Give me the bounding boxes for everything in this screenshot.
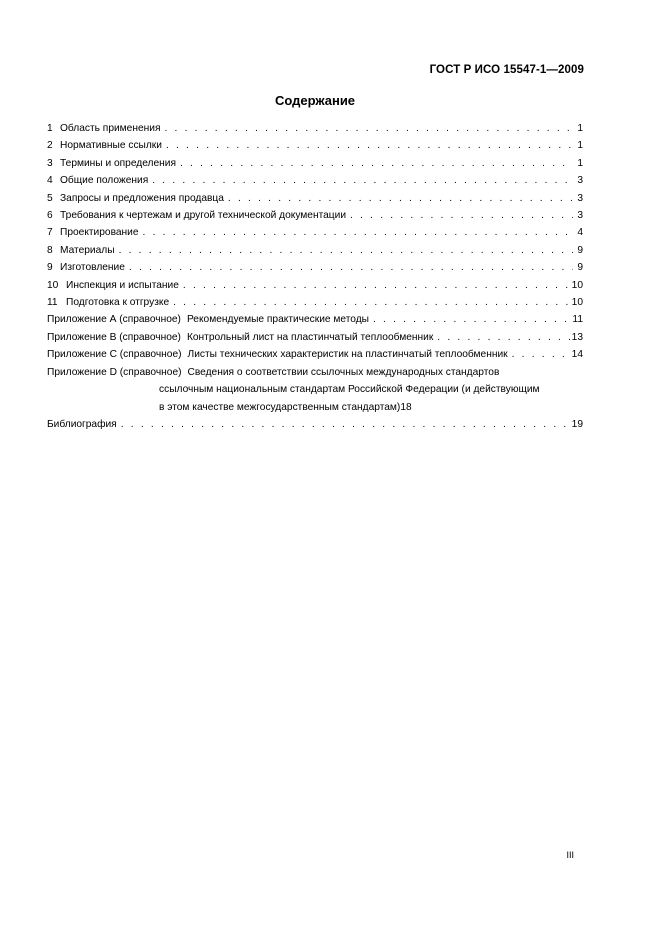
toc-entry-page: 1 [577,123,583,134]
toc-annex-prefix: Приложение D (справочное) [47,366,182,378]
toc-bibliography-label: Библиография [47,418,117,430]
toc-entry-11[interactable] [47,294,583,311]
toc-entry-page: 3 [577,192,583,204]
toc-leader-dots [117,416,572,433]
toc-entry-number: 5 [47,192,53,204]
toc-entry-label: Материалы [60,244,115,256]
toc-entry-2[interactable] [47,137,583,154]
toc-leader-dots [224,190,573,207]
toc-entry-label: Нормативные ссылки [60,140,162,152]
toc-leader-dots [508,346,572,363]
toc-entry-number: 4 [47,175,53,187]
toc-entry-number: 7 [47,227,53,239]
toc-entry-page: 3 [577,175,583,187]
toc-entry-page: 10 [571,279,583,291]
toc-entry-label: Термины и определения [60,157,176,169]
toc-entry-number: 11 [47,297,58,309]
toc-annex-c[interactable] [47,346,583,363]
toc-leader-dots [148,172,573,189]
toc-entry-label: Изготовление [60,262,125,274]
toc-title: Содержание [274,93,356,108]
toc-annex-label: Контрольный лист на пластинчатый теплообменник [186,331,434,343]
toc-entry-number: 2 [47,140,53,152]
toc-entry-page: 1 [577,157,583,169]
toc-annex-page: 13 [571,331,583,343]
toc-entry-page: 1 [577,140,583,152]
toc-entry-number: 8 [47,244,53,256]
toc-leader-dots [179,277,572,294]
toc-entry-10[interactable] [47,277,583,294]
toc-leader-dots [115,242,573,259]
toc-annex-label: Рекомендуемые практические методы [186,314,369,326]
toc-annex-b[interactable] [47,329,583,346]
toc-entry-page: 9 [577,244,583,256]
toc-entry-label: Инспекция и испытание [66,279,179,291]
toc-annex-d[interactable] [47,364,583,416]
toc-annex-page: 11 [572,314,583,326]
toc-entry-label: Область применения [60,123,161,134]
toc-entry-number: 6 [47,210,53,222]
toc-entry-number: 1 [47,123,53,134]
toc-entry-number: 9 [47,262,53,274]
toc-entry-label: Запросы и предложения продавца [60,192,224,204]
toc-entry-label: Общие положения [60,175,149,187]
toc-leader-dots [139,224,573,241]
toc-entry-page: 3 [577,210,583,222]
toc-entry-label: Проектирование [60,227,139,239]
toc-annex-label-line2: ссылочным национальным стандартам Российской Федерации (и действующим [159,384,540,396]
toc-annex-label-line3: в этом качестве межгосударственным стандартам) [159,401,401,413]
toc-entry-label: Требования к чертежам и другой технической документации [60,210,347,222]
toc-annex-prefix: Приложение А (справочное) [47,314,181,326]
toc-annex-prefix: Приложение В (справочное) [47,331,181,343]
toc-annex-a[interactable] [47,311,583,328]
toc-annex-prefix: Приложение С (справочное) [47,349,182,361]
toc-annex-label-line1: Сведения о соответствии ссылочных международных стандартов [187,366,500,378]
toc-entry-8[interactable] [47,242,583,259]
toc-entry-7[interactable] [47,224,583,241]
toc-annex-label: Листы технических характеристик на пластинчатый теплообменник [187,349,508,361]
document-code: ГОСТ Р ИСО 15547-1—2009 [429,64,584,76]
toc-entry-page: 10 [571,297,583,309]
toc-entry-6[interactable] [47,207,583,224]
toc-entry-4[interactable] [47,172,583,189]
toc-leader-dots [346,207,573,224]
toc-leader-dots [433,329,571,346]
toc-leader-dots [169,294,572,311]
toc-leader-dots [125,259,573,276]
toc-annex-page: 18 [400,401,412,413]
page-number: III [566,850,574,860]
toc-leader-dots [160,120,573,137]
toc-leader-dots [162,137,573,154]
toc-entry-page: 9 [577,262,583,274]
toc-entry-9[interactable] [47,259,583,276]
toc-entry-3[interactable] [47,155,583,172]
toc-entry-1[interactable] [47,120,583,137]
toc-entry-number: 3 [47,157,53,169]
table-of-contents [47,120,583,433]
toc-leader-dots [369,311,572,328]
toc-entry-number: 10 [47,279,59,291]
toc-bibliography[interactable] [47,416,583,433]
toc-entry-5[interactable] [47,190,583,207]
toc-bibliography-page: 19 [571,418,583,430]
toc-entry-label: Подготовка к отгрузке [66,297,170,309]
toc-entry-page: 4 [577,227,583,239]
toc-annex-page: 14 [571,349,583,361]
toc-leader-dots [176,155,573,172]
